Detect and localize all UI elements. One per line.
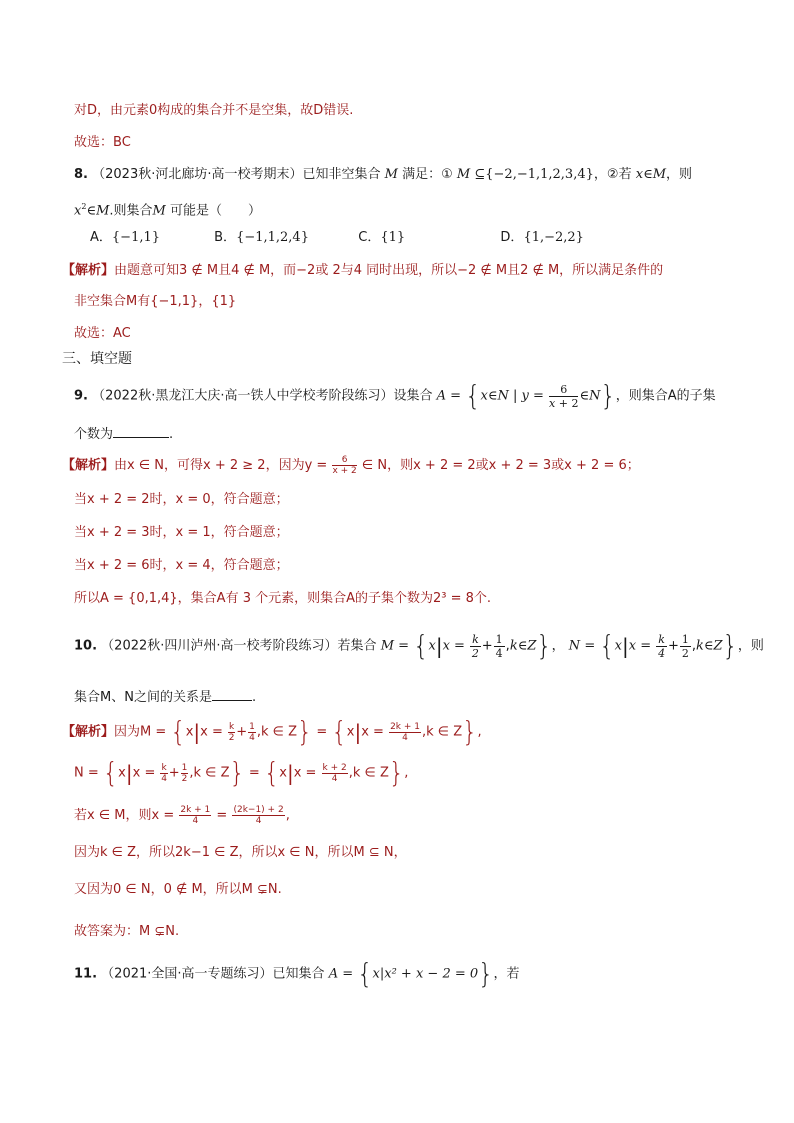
q10-stem-line2: 集合M、N之间的关系是 . <box>74 686 256 708</box>
q9-analysis-line2: 当x + 2 = 2时，x = 0，符合题意； <box>74 492 289 507</box>
q10-stem-line1: 10. （2022秋·四川泸州·高一校考阶段练习）若集合 M = {x|x = $\frac{k}{2}$ + $\frac{1}{4}$ ,k∈Z}， N = {x|x = $\frac{k}{4}$ + $\frac{1}{2}$ ,k∈Z}，则 <box>74 629 764 663</box>
option-d: D．{1,−2,2} <box>500 230 584 245</box>
q9-stem-line1: 9. （2022秋·黑龙江大庆·高一铁人中学校考阶段练习）设集合 A = {x∈N | y = $\frac{6}{x + 2}$ ∈N}，则集合A的子集 <box>74 379 716 413</box>
question-number: 8. <box>74 167 88 182</box>
answer-blank <box>113 423 169 438</box>
q8-options <box>90 228 584 248</box>
q8-analysis-line2: 非空集合M有{−1,1}，{1} <box>74 294 237 309</box>
q11-stem-line1: 11. （2021·全国·高一专题练习）已知集合 A = {x|x² + x − 2 = 0}，若 <box>74 957 520 991</box>
q8-stem-line2: $x^2\in M$.则集合M 可能是（ ） <box>74 202 261 219</box>
q10-analysis-line4: 因为k ∈ Z，所以2k−1 ∈ Z，所以x ∈ N，所以M ⊆ N， <box>74 845 407 860</box>
q10-analysis-line1: 【解析】因为M = {x|x = $\frac{k}{2}$ + $\frac{1}{4}$ ,k ∈ Z} = {x|x = $\frac{2k + 1}{4}$ ,k ∈ Z}, <box>62 715 482 749</box>
q9-stem-line2: 个数为 . <box>74 423 173 445</box>
q10-analysis-line2: N = {x|x = $\frac{k}{4}$ + $\frac{1}{2}$ ,k ∈ Z} = {x|x = $\frac{k + 2}{4}$ ,k ∈ Z}, <box>74 756 409 790</box>
q8-analysis-line1: 【解析】由题意可知3 ∉ M且4 ∉ M，而−2或 2与4 同时出现，所以−2 ∉ M且2 ∉ M，所以满足条件的 <box>62 263 664 278</box>
answer-blank <box>212 686 252 701</box>
q7-answer: 故选：BC <box>74 135 131 150</box>
q8-answer: 故选：AC <box>74 326 131 341</box>
q10-answer: 故答案为：M ⊊N. <box>74 924 180 939</box>
option-c: C．{1} <box>358 230 406 245</box>
q9-analysis-line1: 【解析】由x ∈ N，可得x + 2 ≥ 2，因为y = $\frac{6}{x + 2}$ ∈ N，则x + 2 = 2或x + 2 = 3或x + 2 = 6； <box>62 455 640 476</box>
q10-analysis-line3: 若x ∈ M，则x = $\frac{2k + 1}{4}$ = $\frac{(2k-1) + 2}{4}$ , <box>74 805 290 826</box>
q8-stem-line1: 8. （2023秋·河北廊坊·高一校考期末）已知非空集合 M 满足：① M ⊆{−2,−1,1,2,3,4}，②若 x∈M，则 <box>74 167 693 182</box>
question-source: （2023秋·河北廊坊·高一校考期末） <box>92 167 303 182</box>
option-b: B．{−1,1,2,4} <box>214 230 309 245</box>
q10-analysis-line5: 又因为0 ∈ N，0 ∉ M，所以M ⊊N. <box>74 882 282 897</box>
section-title: 三、填空题 <box>62 351 132 367</box>
q9-analysis-line5: 所以A = {0,1,4}，集合A有 3 个元素，则集合A的子集个数为2³ = 8个. <box>74 591 492 606</box>
option-a: A．{−1,1} <box>90 230 161 245</box>
q9-analysis-line3: 当x + 2 = 3时，x = 1，符合题意； <box>74 525 289 540</box>
q9-analysis-line4: 当x + 2 = 6时，x = 4，符合题意； <box>74 558 289 573</box>
q7-analysis-last-line: 对D，由元素0构成的集合并不是空集，故D错误. <box>74 103 354 118</box>
